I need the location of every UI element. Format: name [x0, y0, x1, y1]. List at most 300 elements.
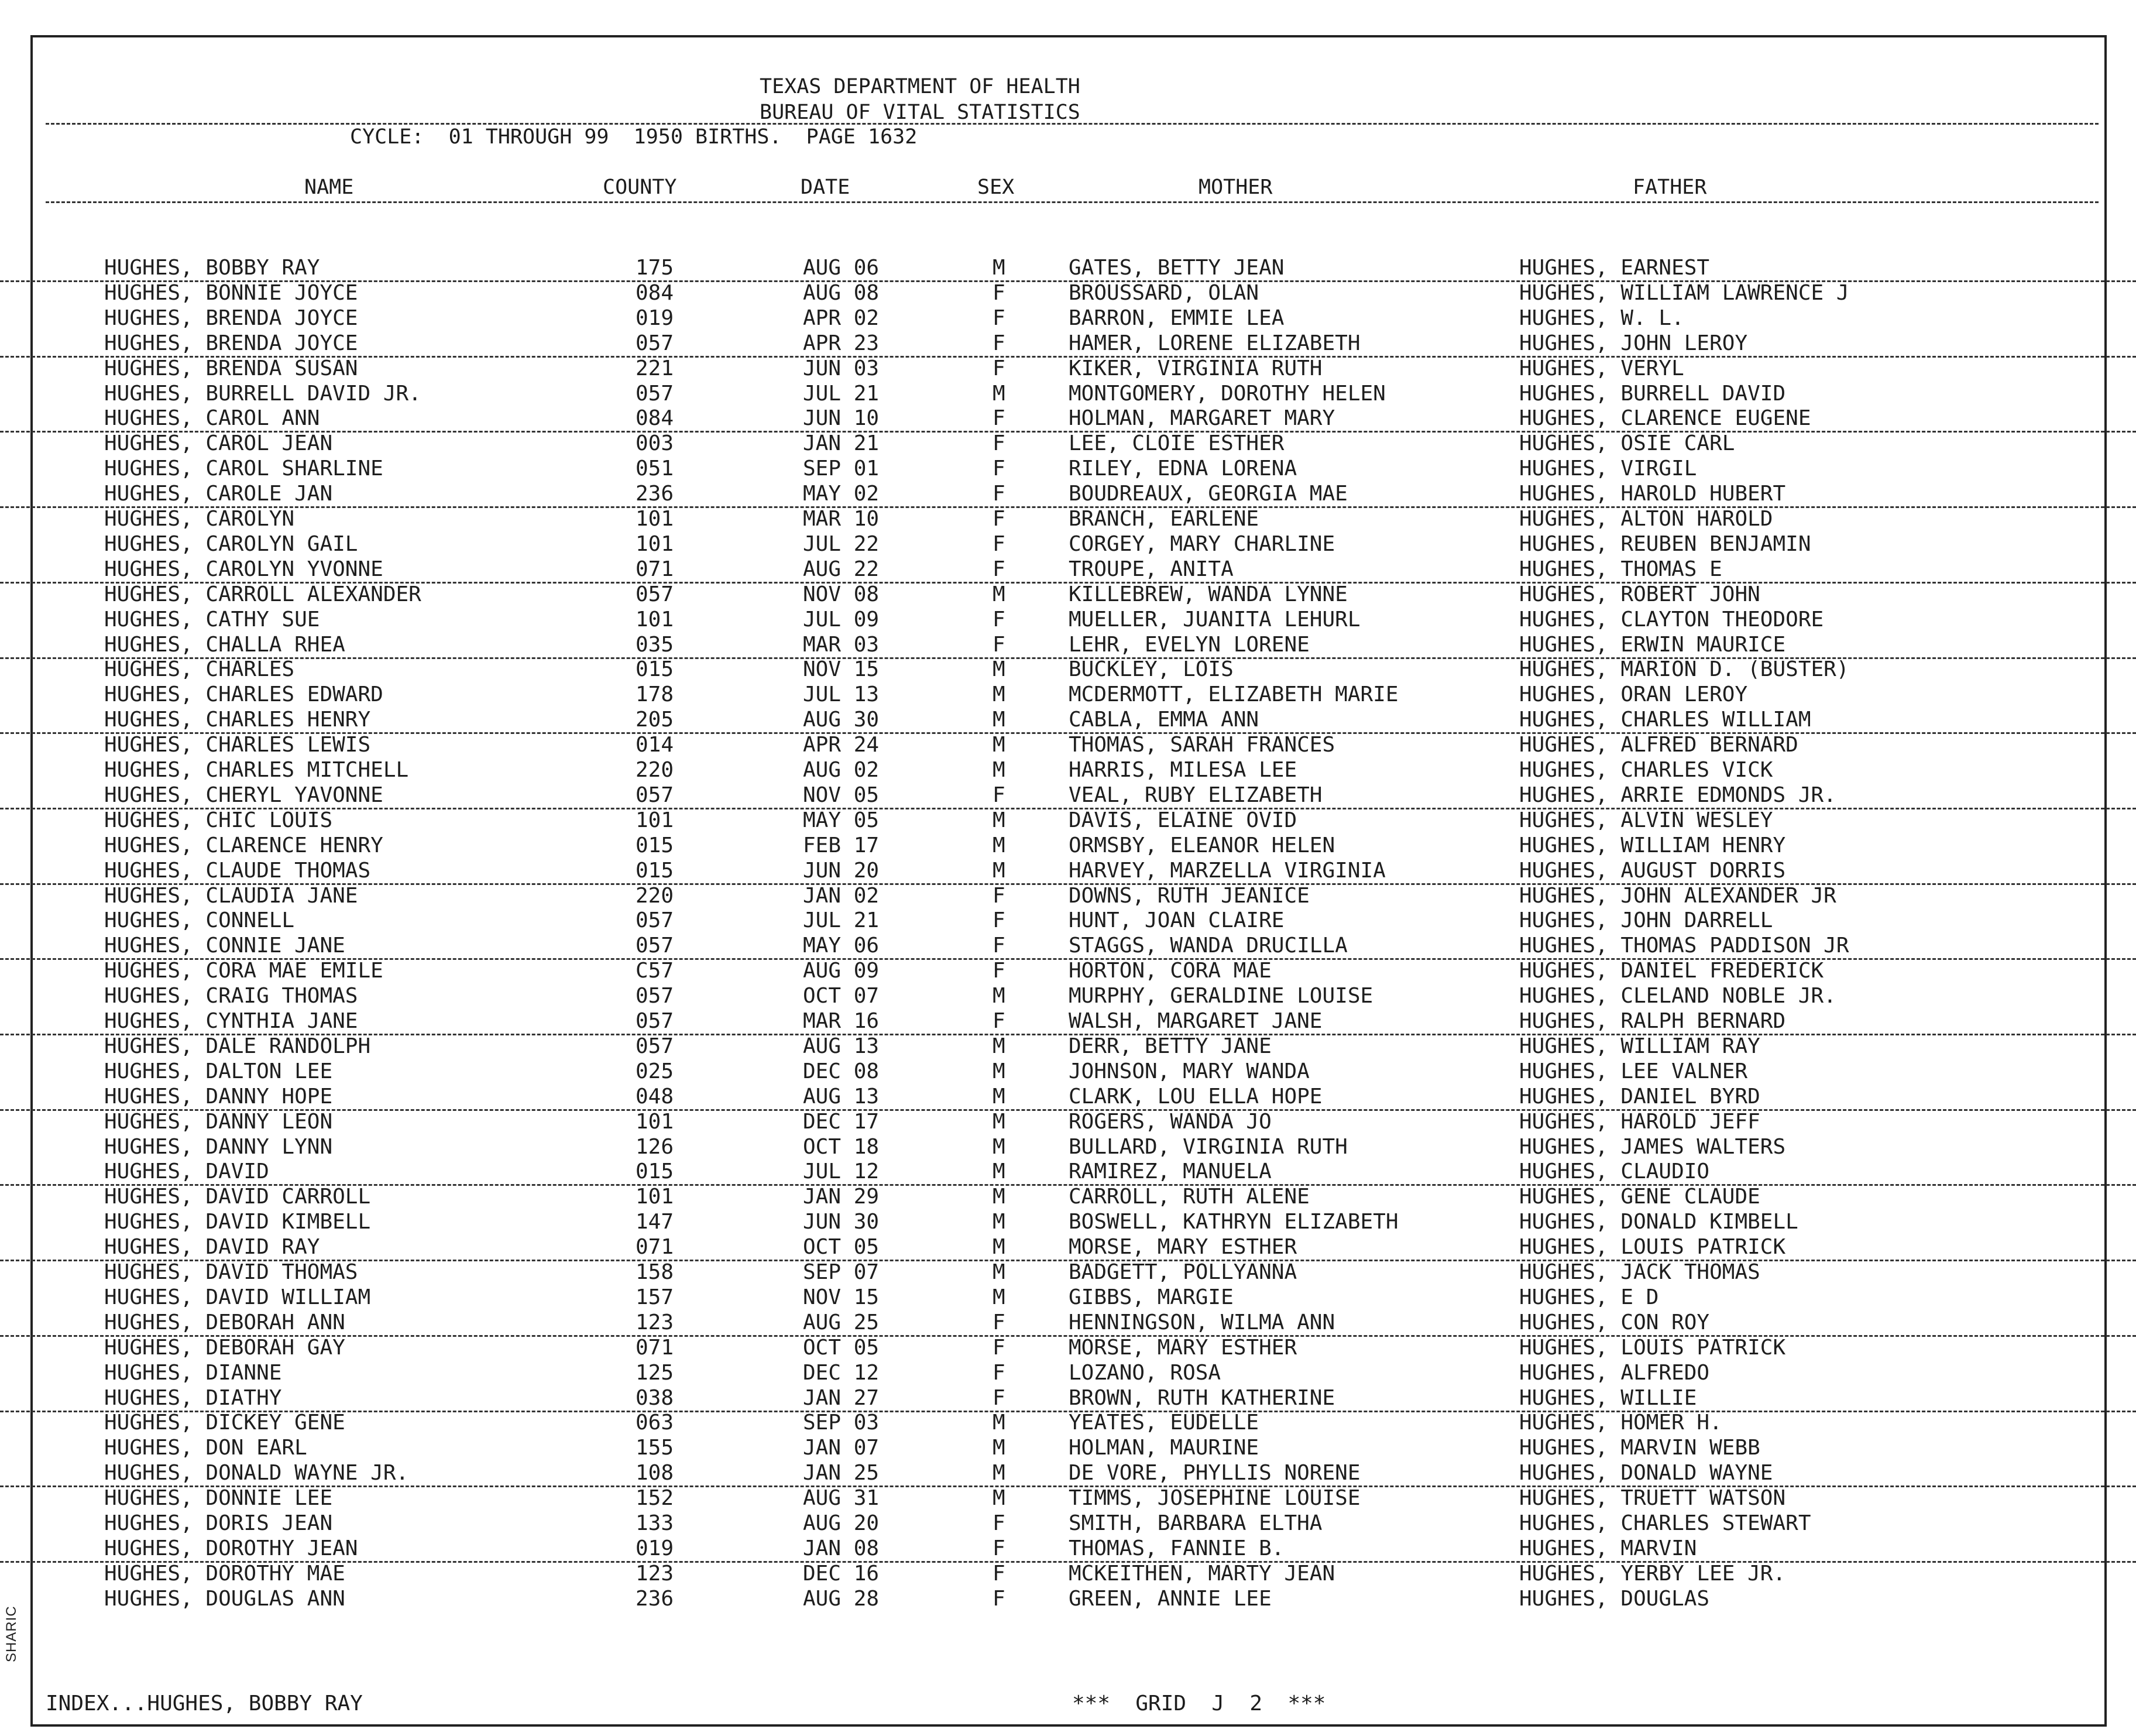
- record-row: [0, 1008, 2136, 1035]
- record-row: [0, 1561, 2136, 1586]
- record-father: HUGHES, W. L.: [1519, 306, 1684, 330]
- record-county: 123: [636, 1562, 674, 1586]
- record-county: 057: [636, 1009, 674, 1033]
- record-father: HUGHES, WILLIAM LAWRENCE J: [1519, 281, 1849, 305]
- record-father: HUGHES, LOUIS PATRICK: [1519, 1235, 1786, 1259]
- record-date: AUG 30: [803, 708, 880, 732]
- record-name: HUGHES, CLAUDIA JANE: [104, 884, 358, 908]
- record-date: JUL 09: [803, 608, 880, 632]
- record-row: [0, 1536, 2136, 1563]
- record-date: AUG 02: [803, 758, 880, 782]
- record-date: AUG 13: [803, 1034, 880, 1058]
- record-mother: GIBBS, MARGIE: [1069, 1285, 1234, 1309]
- record-county: 152: [636, 1486, 674, 1510]
- record-sex: F: [993, 532, 1005, 556]
- record-row: [0, 1511, 2136, 1536]
- record-row: [0, 381, 2136, 406]
- record-county: 108: [636, 1461, 674, 1485]
- record-sex: F: [993, 908, 1005, 932]
- record-sex: M: [993, 1135, 1005, 1159]
- record-county: 101: [636, 507, 674, 531]
- record-sex: F: [993, 482, 1005, 506]
- record-row: [0, 657, 2136, 682]
- record-county: 101: [636, 808, 674, 832]
- record-name: HUGHES, CHIC LOUIS: [104, 808, 333, 832]
- bureau-title: BUREAU OF VITAL STATISTICS: [760, 101, 1080, 124]
- record-row: [0, 983, 2136, 1008]
- record-father: HUGHES, WILLIE: [1519, 1386, 1697, 1410]
- record-name: HUGHES, DORIS JEAN: [104, 1511, 333, 1535]
- record-mother: RAMIREZ, MANUELA: [1069, 1159, 1272, 1183]
- record-sex: F: [993, 1562, 1005, 1586]
- record-mother: BROUSSARD, OLAN: [1069, 281, 1259, 305]
- record-sex: F: [993, 306, 1005, 330]
- record-row: [0, 431, 2136, 456]
- col-header-mother: MOTHER: [1199, 176, 1273, 199]
- record-name: HUGHES, CHARLES: [104, 657, 295, 681]
- record-date: MAY 02: [803, 482, 880, 506]
- record-date: MAR 16: [803, 1009, 880, 1033]
- record-row: [0, 506, 2136, 531]
- header-divider-2: [46, 201, 2099, 203]
- record-date: NOV 15: [803, 657, 880, 681]
- record-date: DEC 17: [803, 1110, 880, 1134]
- record-mother: JOHNSON, MARY WANDA: [1069, 1059, 1310, 1083]
- record-county: 236: [636, 482, 674, 506]
- record-father: HUGHES, OSIE CARL: [1519, 431, 1735, 455]
- record-date: MAY 06: [803, 934, 880, 958]
- record-sex: M: [993, 1210, 1005, 1234]
- record-date: AUG 25: [803, 1310, 880, 1334]
- record-name: HUGHES, CAROL JEAN: [104, 431, 333, 455]
- record-row: [0, 707, 2136, 734]
- record-row: [0, 1134, 2136, 1159]
- record-date: MAR 10: [803, 507, 880, 531]
- record-date: NOV 05: [803, 783, 880, 807]
- record-mother: WALSH, MARGARET JANE: [1069, 1009, 1323, 1033]
- record-row: [0, 1109, 2136, 1134]
- record-father: HUGHES, JOHN DARRELL: [1519, 908, 1773, 932]
- record-name: HUGHES, DEBORAH GAY: [104, 1336, 345, 1360]
- col-header-county: COUNTY: [603, 176, 677, 199]
- record-mother: HAMER, LORENE ELIZABETH: [1069, 331, 1361, 355]
- record-mother: CABLA, EMMA ANN: [1069, 708, 1259, 732]
- record-date: DEC 16: [803, 1562, 880, 1586]
- record-sex: F: [993, 507, 1005, 531]
- record-father: HUGHES, MARION D. (BUSTER): [1519, 657, 1849, 681]
- record-county: 157: [636, 1285, 674, 1309]
- record-mother: STAGGS, WANDA DRUCILLA: [1069, 934, 1348, 958]
- header-divider-1: [46, 123, 2099, 125]
- record-father: HUGHES, ERWIN MAURICE: [1519, 633, 1786, 657]
- record-row: [0, 531, 2136, 557]
- record-name: HUGHES, DAVID RAY: [104, 1235, 320, 1259]
- record-sex: F: [993, 959, 1005, 983]
- record-mother: MONTGOMERY, DOROTHY HELEN: [1069, 382, 1386, 406]
- record-mother: BOSWELL, KATHRYN ELIZABETH: [1069, 1210, 1399, 1234]
- record-sex: F: [993, 1336, 1005, 1360]
- record-row: [0, 306, 2136, 331]
- record-name: HUGHES, CAROLE JAN: [104, 482, 333, 506]
- record-county: 071: [636, 1336, 674, 1360]
- record-row: [0, 1410, 2136, 1435]
- record-sex: M: [993, 1285, 1005, 1309]
- record-county: 019: [636, 1536, 674, 1560]
- record-row: [0, 858, 2136, 885]
- record-father: HUGHES, ALVIN WESLEY: [1519, 808, 1773, 832]
- record-mother: LEHR, EVELYN LORENE: [1069, 633, 1310, 657]
- record-county: 236: [636, 1587, 674, 1611]
- record-date: JAN 27: [803, 1386, 880, 1410]
- record-father: HUGHES, DANIEL FREDERICK: [1519, 959, 1824, 983]
- record-father: HUGHES, VERYL: [1519, 356, 1684, 380]
- record-mother: HARRIS, MILESA LEE: [1069, 758, 1297, 782]
- record-father: HUGHES, E D: [1519, 1285, 1659, 1309]
- record-mother: BOUDREAUX, GEORGIA MAE: [1069, 482, 1348, 506]
- record-mother: THOMAS, FANNIE B.: [1069, 1536, 1285, 1560]
- record-county: 015: [636, 859, 674, 883]
- record-name: HUGHES, CAROL ANN: [104, 406, 320, 430]
- record-name: HUGHES, DANNY HOPE: [104, 1085, 333, 1109]
- record-date: AUG 31: [803, 1486, 880, 1510]
- record-mother: BARRON, EMMIE LEA: [1069, 306, 1285, 330]
- record-row: [0, 356, 2136, 381]
- record-father: HUGHES, LOUIS PATRICK: [1519, 1336, 1786, 1360]
- record-date: JAN 07: [803, 1436, 880, 1460]
- record-date: JAN 02: [803, 884, 880, 908]
- grid-footer: *** GRID J 2 ***: [1072, 1692, 1326, 1716]
- record-county: 220: [636, 884, 674, 908]
- record-sex: F: [993, 1361, 1005, 1385]
- record-sex: M: [993, 1159, 1005, 1183]
- record-row: [0, 1209, 2136, 1234]
- record-name: HUGHES, CHALLA RHEA: [104, 633, 345, 657]
- record-name: HUGHES, DON EARL: [104, 1436, 307, 1460]
- record-date: JUL 22: [803, 532, 880, 556]
- record-row: [0, 456, 2136, 481]
- record-mother: KILLEBREW, WANDA LYNNE: [1069, 582, 1348, 606]
- record-name: HUGHES, CAROL SHARLINE: [104, 457, 383, 481]
- record-county: 057: [636, 934, 674, 958]
- side-label: SHARIC: [4, 1605, 19, 1662]
- record-sex: F: [993, 1009, 1005, 1033]
- record-row: [0, 1310, 2136, 1337]
- record-name: HUGHES, DALTON LEE: [104, 1059, 333, 1083]
- record-father: HUGHES, ROBERT JOHN: [1519, 582, 1760, 606]
- record-father: HUGHES, MARVIN WEBB: [1519, 1436, 1760, 1460]
- record-county: 057: [636, 783, 674, 807]
- record-row: [0, 682, 2136, 707]
- record-county: 178: [636, 682, 674, 706]
- col-header-name: NAME: [304, 176, 354, 199]
- record-sex: M: [993, 1436, 1005, 1460]
- record-sex: M: [993, 808, 1005, 832]
- record-row: [0, 607, 2136, 632]
- record-date: APR 02: [803, 306, 880, 330]
- record-sex: M: [993, 1461, 1005, 1485]
- record-sex: M: [993, 1085, 1005, 1109]
- record-date: NOV 08: [803, 582, 880, 606]
- record-mother: BRANCH, EARLENE: [1069, 507, 1259, 531]
- record-sex: F: [993, 934, 1005, 958]
- record-sex: F: [993, 633, 1005, 657]
- record-date: NOV 15: [803, 1285, 880, 1309]
- record-row: [0, 1260, 2136, 1285]
- record-county: 220: [636, 758, 674, 782]
- record-name: HUGHES, BRENDA JOYCE: [104, 306, 358, 330]
- record-row: [0, 406, 2136, 433]
- record-date: OCT 07: [803, 984, 880, 1008]
- record-row: [0, 1435, 2136, 1460]
- record-county: 015: [636, 1159, 674, 1183]
- record-father: HUGHES, GENE CLAUDE: [1519, 1185, 1760, 1209]
- record-row: [0, 582, 2136, 607]
- record-mother: THOMAS, SARAH FRANCES: [1069, 733, 1335, 757]
- record-county: 057: [636, 582, 674, 606]
- record-name: HUGHES, CHARLES MITCHELL: [104, 758, 409, 782]
- record-name: HUGHES, BRENDA JOYCE: [104, 331, 358, 355]
- record-father: HUGHES, THOMAS E: [1519, 557, 1722, 581]
- record-father: HUGHES, DONALD KIMBELL: [1519, 1210, 1798, 1234]
- record-name: HUGHES, DOROTHY MAE: [104, 1562, 345, 1586]
- record-row: [0, 1285, 2136, 1310]
- record-father: HUGHES, CHARLES STEWART: [1519, 1511, 1811, 1535]
- record-mother: DERR, BETTY JANE: [1069, 1034, 1272, 1058]
- record-sex: M: [993, 1260, 1005, 1284]
- record-mother: MORSE, MARY ESTHER: [1069, 1336, 1297, 1360]
- record-county: 025: [636, 1059, 674, 1083]
- col-header-date: DATE: [801, 176, 850, 199]
- record-sex: F: [993, 1511, 1005, 1535]
- record-name: HUGHES, CAROLYN GAIL: [104, 532, 358, 556]
- record-date: AUG 22: [803, 557, 880, 581]
- record-county: 057: [636, 1034, 674, 1058]
- record-name: HUGHES, CHARLES HENRY: [104, 708, 371, 732]
- record-father: HUGHES, LEE VALNER: [1519, 1059, 1748, 1083]
- record-name: HUGHES, DOUGLAS ANN: [104, 1587, 345, 1611]
- record-name: HUGHES, BOBBY RAY: [104, 256, 320, 280]
- record-row: [0, 808, 2136, 833]
- record-mother: MORSE, MARY ESTHER: [1069, 1235, 1297, 1259]
- record-date: JAN 25: [803, 1461, 880, 1485]
- record-row: [0, 1059, 2136, 1084]
- record-county: 125: [636, 1361, 674, 1385]
- record-county: 126: [636, 1135, 674, 1159]
- record-row: [0, 783, 2136, 809]
- record-name: HUGHES, CLAUDE THOMAS: [104, 859, 371, 883]
- record-county: 101: [636, 1185, 674, 1209]
- record-father: HUGHES, YERBY LEE JR.: [1519, 1562, 1786, 1586]
- record-row: [0, 1460, 2136, 1487]
- record-sex: M: [993, 382, 1005, 406]
- record-county: 101: [636, 532, 674, 556]
- record-county: 057: [636, 984, 674, 1008]
- record-mother: DAVIS, ELAINE OVID: [1069, 808, 1297, 832]
- record-row: [0, 632, 2136, 659]
- record-name: HUGHES, CONNELL: [104, 908, 295, 932]
- record-name: HUGHES, DAVID THOMAS: [104, 1260, 358, 1284]
- record-name: HUGHES, CARROLL ALEXANDER: [104, 582, 421, 606]
- record-sex: M: [993, 582, 1005, 606]
- record-sex: M: [993, 657, 1005, 681]
- record-date: DEC 08: [803, 1059, 880, 1083]
- record-name: HUGHES, DALE RANDOLPH: [104, 1034, 371, 1058]
- record-county: 101: [636, 1110, 674, 1134]
- record-father: HUGHES, ALFREDO: [1519, 1361, 1710, 1385]
- record-name: HUGHES, BURRELL DAVID JR.: [104, 382, 421, 406]
- record-sex: M: [993, 758, 1005, 782]
- record-name: HUGHES, DANNY LYNN: [104, 1135, 333, 1159]
- record-mother: TIMMS, JOSEPHINE LOUISE: [1069, 1486, 1361, 1510]
- record-date: AUG 09: [803, 959, 880, 983]
- record-sex: M: [993, 833, 1005, 857]
- record-date: SEP 07: [803, 1260, 880, 1284]
- record-father: HUGHES, DANIEL BYRD: [1519, 1085, 1760, 1109]
- record-sex: M: [993, 1110, 1005, 1134]
- record-father: HUGHES, CLELAND NOBLE JR.: [1519, 984, 1836, 1008]
- record-row: [0, 833, 2136, 858]
- index-footer: INDEX...HUGHES, BOBBY RAY: [46, 1692, 363, 1716]
- record-sex: F: [993, 557, 1005, 581]
- record-mother: GATES, BETTY JEAN: [1069, 256, 1285, 280]
- record-sex: M: [993, 1411, 1005, 1435]
- record-mother: DE VORE, PHYLLIS NORENE: [1069, 1461, 1361, 1485]
- record-name: HUGHES, DIATHY: [104, 1386, 282, 1410]
- record-sex: M: [993, 1034, 1005, 1058]
- record-sex: F: [993, 281, 1005, 305]
- record-county: 057: [636, 908, 674, 932]
- record-father: HUGHES, JOHN LEROY: [1519, 331, 1748, 355]
- record-county: 015: [636, 833, 674, 857]
- record-date: AUG 28: [803, 1587, 880, 1611]
- record-sex: F: [993, 783, 1005, 807]
- record-row: [0, 933, 2136, 960]
- record-date: MAR 03: [803, 633, 880, 657]
- record-row: [0, 1159, 2136, 1186]
- record-mother: HORTON, CORA MAE: [1069, 959, 1272, 983]
- record-father: HUGHES, CLARENCE EUGENE: [1519, 406, 1811, 430]
- record-sex: F: [993, 884, 1005, 908]
- record-date: JUL 13: [803, 682, 880, 706]
- record-father: HUGHES, JACK THOMAS: [1519, 1260, 1760, 1284]
- record-county: 133: [636, 1511, 674, 1535]
- record-county: 048: [636, 1085, 674, 1109]
- record-sex: M: [993, 733, 1005, 757]
- record-county: 063: [636, 1411, 674, 1435]
- record-name: HUGHES, DAVID CARROLL: [104, 1185, 371, 1209]
- record-sex: M: [993, 708, 1005, 732]
- record-father: HUGHES, ALTON HAROLD: [1519, 507, 1773, 531]
- record-mother: RILEY, EDNA LORENA: [1069, 457, 1297, 481]
- record-father: HUGHES, CHARLES WILLIAM: [1519, 708, 1811, 732]
- record-sex: M: [993, 1235, 1005, 1259]
- record-name: HUGHES, CATHY SUE: [104, 608, 320, 632]
- record-sex: F: [993, 431, 1005, 455]
- record-date: APR 24: [803, 733, 880, 757]
- record-mother: LEE, CLOIE ESTHER: [1069, 431, 1285, 455]
- record-county: 084: [636, 406, 674, 430]
- record-row: [0, 757, 2136, 783]
- record-county: 158: [636, 1260, 674, 1284]
- record-name: HUGHES, DANNY LEON: [104, 1110, 333, 1134]
- record-county: 019: [636, 306, 674, 330]
- record-father: HUGHES, CON ROY: [1519, 1310, 1710, 1334]
- record-mother: HUNT, JOAN CLAIRE: [1069, 908, 1285, 932]
- record-county: 147: [636, 1210, 674, 1234]
- record-county: 155: [636, 1436, 674, 1460]
- record-sex: M: [993, 682, 1005, 706]
- record-row: [0, 1485, 2136, 1511]
- col-header-sex: SEX: [977, 176, 1015, 199]
- record-father: HUGHES, HAROLD HUBERT: [1519, 482, 1786, 506]
- record-date: OCT 18: [803, 1135, 880, 1159]
- record-sex: F: [993, 406, 1005, 430]
- record-father: HUGHES, CLAUDIO: [1519, 1159, 1710, 1183]
- record-mother: DOWNS, RUTH JEANICE: [1069, 884, 1310, 908]
- record-date: OCT 05: [803, 1235, 880, 1259]
- record-row: [0, 732, 2136, 757]
- record-row: [0, 481, 2136, 508]
- col-header-father: FATHER: [1633, 176, 1707, 199]
- record-sex: M: [993, 984, 1005, 1008]
- record-mother: MCKEITHEN, MARTY JEAN: [1069, 1562, 1335, 1586]
- record-mother: MUELLER, JUANITA LEHURL: [1069, 608, 1361, 632]
- record-name: HUGHES, DAVID WILLIAM: [104, 1285, 371, 1309]
- record-date: MAY 05: [803, 808, 880, 832]
- record-father: HUGHES, HAROLD JEFF: [1519, 1110, 1760, 1134]
- record-county: 101: [636, 608, 674, 632]
- record-mother: HENNINGSON, WILMA ANN: [1069, 1310, 1335, 1334]
- record-date: JUN 03: [803, 356, 880, 380]
- record-sex: M: [993, 1059, 1005, 1083]
- record-date: JUL 12: [803, 1159, 880, 1183]
- record-father: HUGHES, VIRGIL: [1519, 457, 1697, 481]
- record-mother: MURPHY, GERALDINE LOUISE: [1069, 984, 1373, 1008]
- record-date: JUN 20: [803, 859, 880, 883]
- record-sex: M: [993, 859, 1005, 883]
- record-county: 014: [636, 733, 674, 757]
- record-sex: F: [993, 1310, 1005, 1334]
- record-name: HUGHES, CYNTHIA JANE: [104, 1009, 358, 1033]
- record-date: JAN 21: [803, 431, 880, 455]
- record-sex: F: [993, 1587, 1005, 1611]
- record-date: FEB 17: [803, 833, 880, 857]
- record-name: HUGHES, DOROTHY JEAN: [104, 1536, 358, 1560]
- record-row: [0, 883, 2136, 908]
- record-name: HUGHES, CAROLYN YVONNE: [104, 557, 383, 581]
- record-name: HUGHES, CRAIG THOMAS: [104, 984, 358, 1008]
- record-row: [0, 255, 2136, 282]
- record-mother: HOLMAN, MARGARET MARY: [1069, 406, 1335, 430]
- record-father: HUGHES, CLAYTON THEODORE: [1519, 608, 1824, 632]
- record-row: [0, 1586, 2136, 1611]
- record-date: AUG 08: [803, 281, 880, 305]
- record-mother: BULLARD, VIRGINIA RUTH: [1069, 1135, 1348, 1159]
- record-father: HUGHES, TRUETT WATSON: [1519, 1486, 1786, 1510]
- record-mother: MCDERMOTT, ELIZABETH MARIE: [1069, 682, 1399, 706]
- record-name: HUGHES, DIANNE: [104, 1361, 282, 1385]
- record-date: JUN 30: [803, 1210, 880, 1234]
- record-county: 057: [636, 331, 674, 355]
- record-row: [0, 958, 2136, 983]
- record-mother: SMITH, BARBARA ELTHA: [1069, 1511, 1323, 1535]
- record-father: HUGHES, BURRELL DAVID: [1519, 382, 1786, 406]
- record-father: HUGHES, JOHN ALEXANDER JR: [1519, 884, 1836, 908]
- record-mother: YEATES, EUDELLE: [1069, 1411, 1259, 1435]
- record-sex: M: [993, 1185, 1005, 1209]
- record-row: [0, 280, 2136, 306]
- record-name: HUGHES, CAROLYN: [104, 507, 295, 531]
